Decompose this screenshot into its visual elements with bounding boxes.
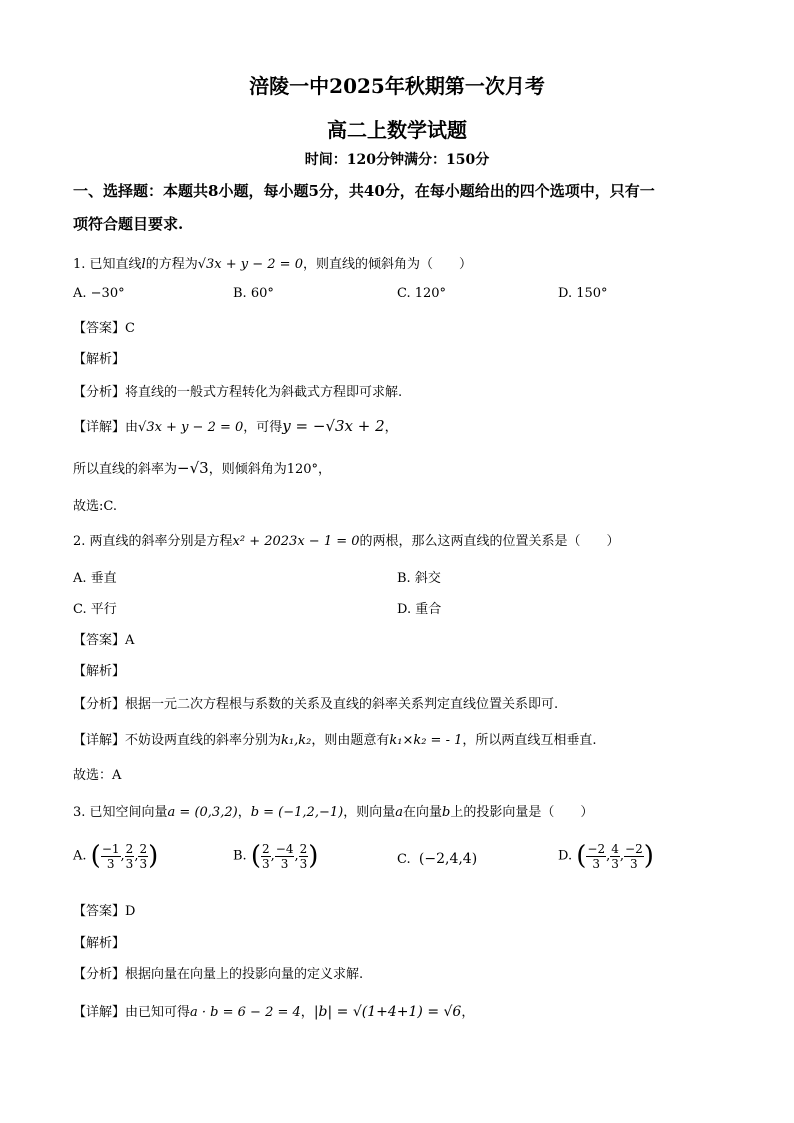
q2-answer: 【答案】A — [73, 633, 135, 648]
q2-jiexi-label: 【解析】 — [73, 664, 126, 679]
q1-analysis: 【分析】将直线的一般式方程转化为斜截式方程即可求解. — [73, 385, 403, 400]
q2-equation: x² + 2023x − 1 = 0 — [232, 534, 360, 549]
q3-detail: 【详解】由已知可得a · b = 6 − 2 = 4，|b| = √(1+4+1) = √6， — [73, 1004, 475, 1020]
exam-info: 时间：120分钟满分：150分 — [304, 152, 490, 168]
exam-school-title: 涪陵一中2025年秋期第一次月考 — [249, 74, 545, 98]
q3-option-d: D. ( $\frac{-2}{3}$ , $\frac{4}{3}$ , $\frac{-2}{3}$ ) — [558, 841, 654, 871]
q3-stem: 3. 已知空间向量a = (0,3,2)，b = (−1,2,−1)，则向量a在向量b上的投影向量是（ ） — [73, 805, 594, 820]
q3-option-b: B. ( $\frac{2}{3}$ , $\frac{-4}{3}$ , $\frac{2}{3}$ ) — [233, 841, 319, 871]
q2-option-b: B. 斜交 — [397, 571, 441, 586]
q1-option-a: A. −30° — [73, 286, 125, 301]
q3-option-a: A. ( $\frac{-1}{3}$ , $\frac{2}{3}$ , $\frac{2}{3}$ ) — [73, 841, 159, 871]
q1-conclusion: 故选:C. — [73, 499, 117, 514]
q1-stem: 1. 已知直线l的方程为√3x + y − 2 = 0，则直线的倾斜角为（ ） — [73, 257, 472, 272]
section-heading-line1: 一、选择题：本题共8小题，每小题5分，共40分，在每小题给出的四个选项中，只有一 — [73, 182, 655, 200]
q3-vector-b: b = (−1,2,−1) — [250, 805, 344, 820]
q3-option-c: C. (−2,4,4) — [397, 851, 478, 867]
q2-option-d: D. 重合 — [397, 602, 442, 617]
q1-option-c: C. 120° — [397, 286, 447, 301]
exam-subject-title: 高二上数学试题 — [327, 118, 467, 142]
q1-equation: √3x + y − 2 = 0 — [197, 257, 303, 272]
q3-analysis: 【分析】根据向量在向量上的投影向量的定义求解. — [73, 967, 364, 982]
q1-jiexi-label: 【解析】 — [73, 352, 126, 367]
q3-vector-a: a = (0,3,2) — [167, 805, 238, 820]
section-heading-line2: 项符合题目要求. — [73, 215, 184, 233]
q2-option-c: C. 平行 — [73, 602, 117, 617]
q3-jiexi-label: 【解析】 — [73, 936, 126, 951]
q2-detail: 【详解】不妨设两直线的斜率分别为k₁,k₂，则由题意有k₁×k₂ = - 1，所以两直线互相垂直. — [73, 733, 597, 748]
q3-answer: 【答案】D — [73, 904, 136, 919]
q2-analysis: 【分析】根据一元二次方程根与系数的关系及直线的斜率关系判定直线位置关系即可. — [73, 697, 559, 712]
q1-detail: 【详解】由√3x + y − 2 = 0，可得y = −√3x + 2， — [73, 417, 398, 435]
q1-answer: 【答案】C — [73, 321, 135, 336]
q1-slope-line: 所以直线的斜率为−√3，则倾斜角为120°， — [73, 459, 332, 477]
q1-option-d: D. 150° — [558, 286, 608, 301]
q2-stem: 2. 两直线的斜率分别是方程x² + 2023x − 1 = 0的两根，那么这两直线的位置关系是（ ） — [73, 534, 620, 549]
q1-option-b: B. 60° — [233, 286, 274, 301]
q2-option-a: A. 垂直 — [73, 571, 117, 586]
q2-conclusion: 故选：A — [73, 768, 122, 783]
